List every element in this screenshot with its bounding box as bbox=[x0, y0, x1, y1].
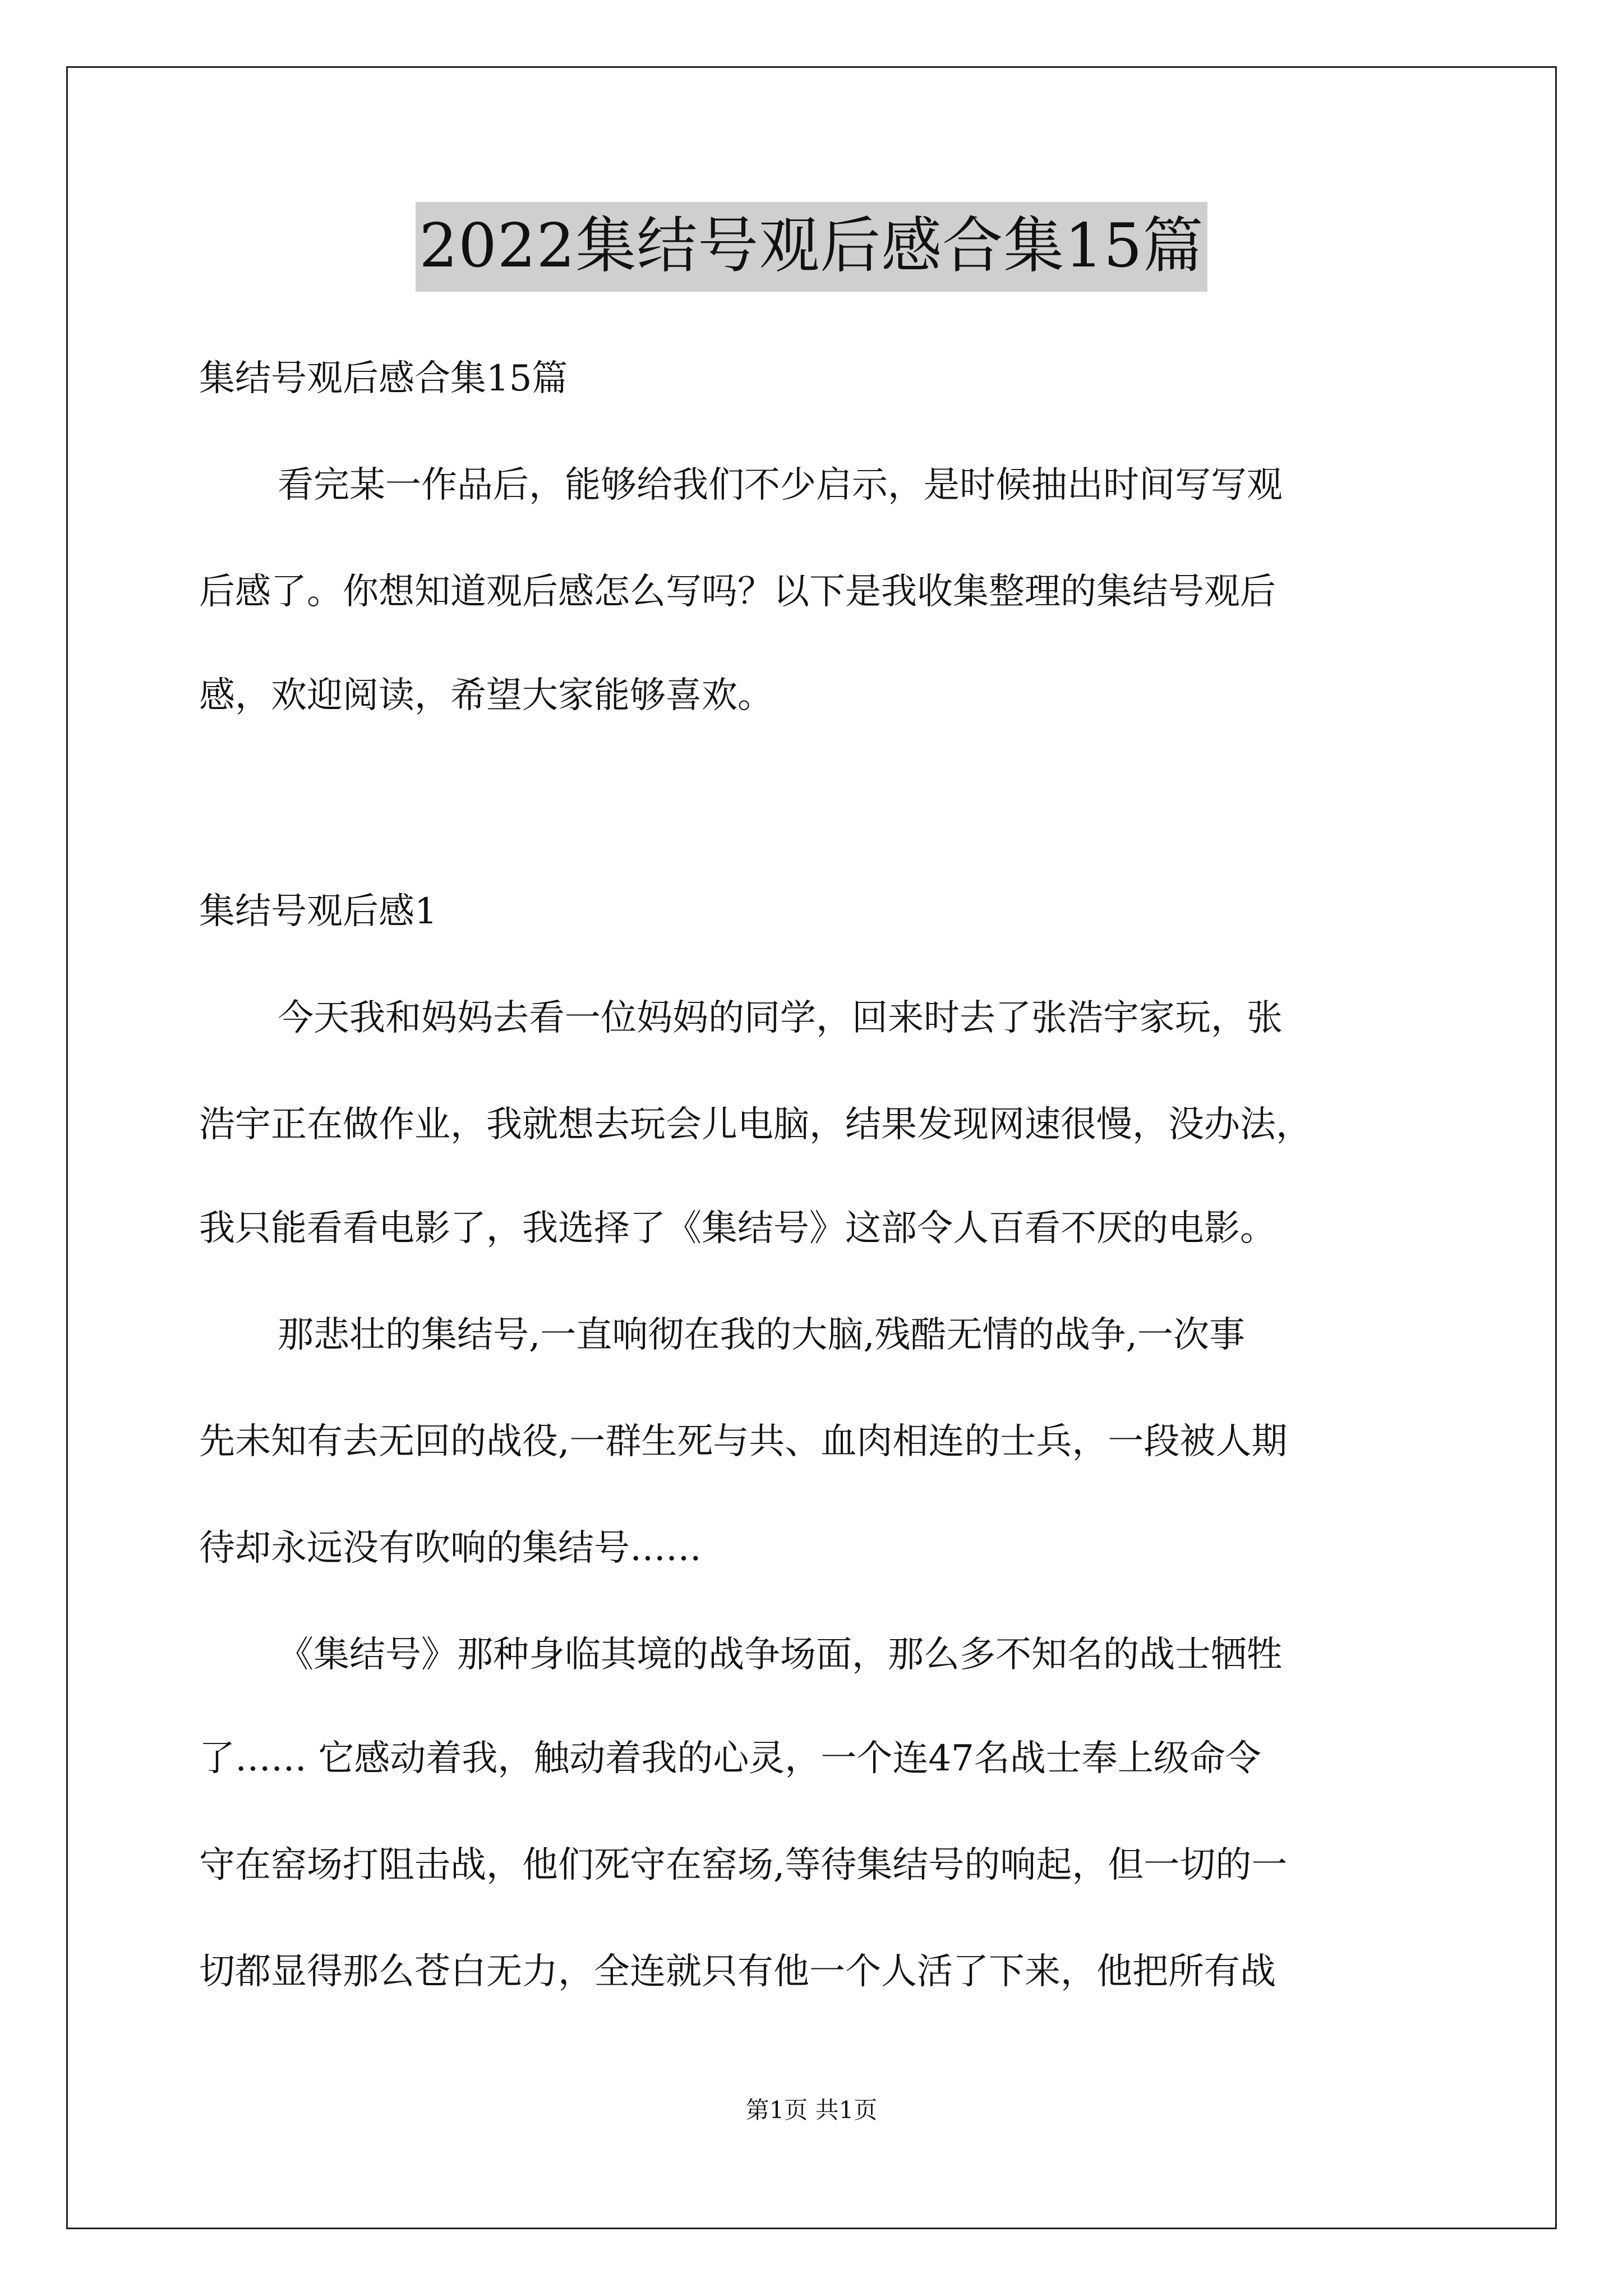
paragraph3-line-3: 守在窑场打阻击战，他们死守在窑场,等待集结号的响起，但一切的一 bbox=[199, 1844, 1288, 1886]
intro-line-2: 后感了。你想知道观后感怎么写吗？以下是我收集整理的集结号观后 bbox=[199, 571, 1276, 613]
paragraph2-line-3: 待却永远没有吹响的集结号…… bbox=[199, 1527, 702, 1569]
document-subtitle: 集结号观后感合集15篇 bbox=[199, 358, 568, 399]
section-heading: 集结号观后感1 bbox=[199, 891, 437, 932]
paragraph3-line-2: 了…… 它感动着我，触动着我的心灵，一个连47名战士奉上级命令 bbox=[199, 1738, 1261, 1779]
paragraph2-line-1: 那悲壮的集结号,一直响彻在我的大脑,残酷无情的战争,一次事 bbox=[278, 1314, 1246, 1356]
paragraph2-line-2: 先未知有去无回的战役,一群生死与共、血肉相连的士兵，一段被人期 bbox=[199, 1421, 1288, 1462]
paragraph3-line-4: 切都显得那么苍白无力，全连就只有他一个人活了下来，他把所有战 bbox=[199, 1951, 1276, 1993]
paragraph1-line-3: 我只能看看电影了，我选择了《集结号》这部令人百看不厌的电影。 bbox=[199, 1208, 1276, 1249]
paragraph1-line-1: 今天我和妈妈去看一位妈妈的同学，回来时去了张浩宇家玩，张 bbox=[278, 997, 1283, 1039]
document-title: 2022集结号观后感合集15篇 bbox=[416, 202, 1207, 292]
paragraph3-line-1: 《集结号》那种身临其境的战争场面，那么多不知名的战士牺牲 bbox=[278, 1634, 1283, 1676]
paragraph1-line-2: 浩宇正在做作业，我就想去玩会儿电脑，结果发现网速很慢，没办法， bbox=[199, 1104, 1312, 1145]
title-container bbox=[0, 202, 1623, 292]
page-footer: 第1页 共1页 bbox=[745, 2096, 878, 2124]
intro-line-1: 看完某一作品后，能够给我们不少启示，是时候抽出时间写写观 bbox=[278, 464, 1283, 506]
intro-line-3: 感，欢迎阅读，希望大家能够喜欢。 bbox=[199, 675, 773, 716]
